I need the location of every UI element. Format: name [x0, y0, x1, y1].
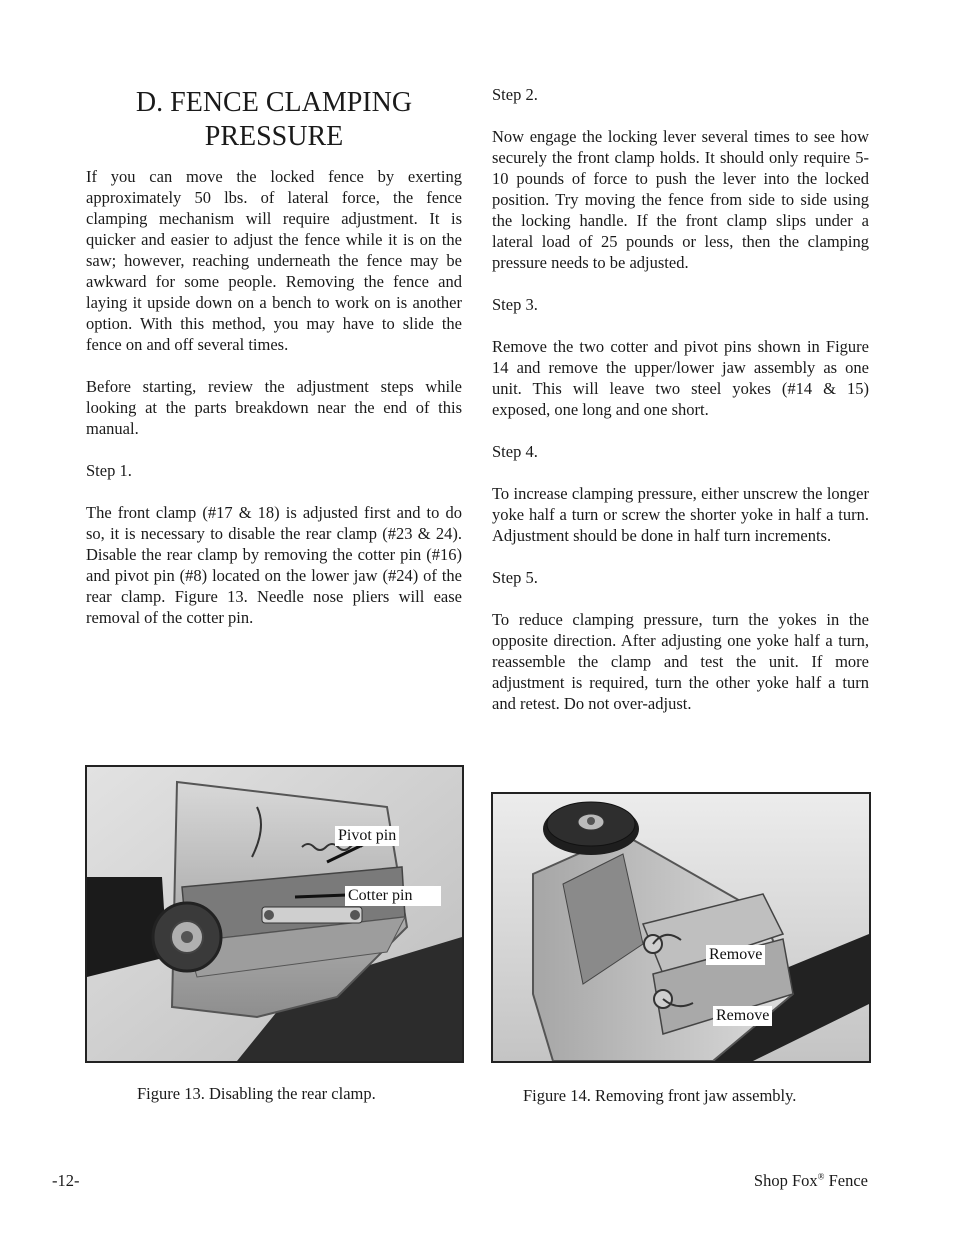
step-3-heading: Step 3.	[492, 295, 538, 314]
step-4-heading: Step 4.	[492, 442, 538, 461]
step-1-heading: Step 1.	[86, 461, 132, 480]
figure-13-photo	[85, 765, 464, 1063]
section-title	[86, 86, 462, 154]
section-title-line2: PRESSURE	[204, 121, 344, 152]
step-3-paragraph: Remove the two cotter and pivot pins shown in Figure 14 and remove the upper/lower jaw assembly as one unit. This will leave two steel yokes (#14 & 15) exposed, one long and one short.	[492, 337, 869, 419]
registered-mark: ®	[817, 1171, 825, 1182]
step-4-paragraph: To increase clamping pressure, either unscrew the longer yoke half a turn or screw the shorter yoke in half a turn. Adjustment should be done in half turn increments.	[492, 484, 869, 545]
footer-product-name	[754, 1171, 868, 1191]
intro-paragraph: If you can move the locked fence by exerting approximately 50 lbs. of lateral force, the fence clamping mechanism will require adjustment. It is quicker and easier to adjust the fence while it is on the saw; however, reaching underneath the fence may be awkward for some people. Removing the fence and laying it upside down on a bench to work on is another option. With this method, you may have to slide the fence on and off several times.	[86, 167, 462, 354]
left-column	[86, 166, 462, 649]
figure-14-caption: Figure 14. Removing front jaw assembly.	[523, 1086, 797, 1105]
step-5-heading: Step 5.	[492, 568, 538, 587]
remove-upper-callout: Remove	[706, 945, 765, 965]
step-1-paragraph: The front clamp (#17 & 18) is adjusted first and to do so, it is necessary to disable the rear clamp (#23 & 24). Disable the rear clamp by removing the cotter pin (#16) and pivot pin (#8) located on the lower jaw (#24) of the rear clamp. Figure 13. Needle nose pliers will ease removal of the cotter pin.	[86, 503, 462, 627]
footer-brand: Shop Fox	[753, 1171, 818, 1190]
cotter-pin-callout: Cotter pin	[345, 886, 441, 906]
figure-14-photo	[491, 792, 871, 1063]
front-jaw-illustration	[493, 794, 869, 1061]
step-2-heading: Step 2.	[492, 85, 538, 104]
figure-13-caption: Figure 13. Disabling the rear clamp.	[137, 1084, 376, 1103]
page-number: -12-	[52, 1171, 80, 1190]
section-title-line1: D. FENCE CLAMPING	[135, 87, 413, 118]
footer-product: Fence	[828, 1171, 868, 1190]
remove-lower-callout: Remove	[713, 1006, 772, 1026]
step-5-paragraph: To reduce clamping pressure, turn the yokes in the opposite direction. After adjusting one yoke half a turn, reassemble the clamp and test the unit. If more adjustment is required, turn the other yoke half a turn and retest. Do not over-adjust.	[492, 610, 869, 713]
pivot-pin-callout: Pivot pin	[335, 826, 399, 846]
right-column	[492, 84, 869, 735]
review-paragraph: Before starting, review the adjustment steps while looking at the parts breakdown near the end of this manual.	[86, 377, 462, 438]
rear-clamp-illustration	[87, 767, 462, 1061]
step-2-paragraph: Now engage the locking lever several times to see how securely the front clamp holds. It should only require 5-10 pounds of force to push the lever into the locked position. Try moving the fence from side to side using the locking handle. If the front clamp slips under a lateral load of 25 pounds or less, then the clamping pressure needs to be adjusted.	[492, 127, 869, 272]
